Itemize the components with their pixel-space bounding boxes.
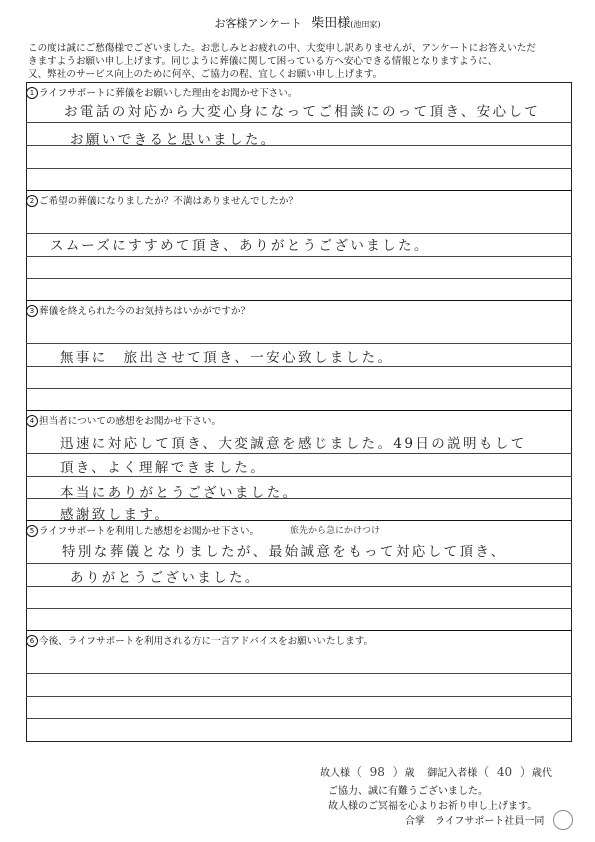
form-title [0,12,595,31]
section-divider [26,520,572,521]
question-number: 2 [26,195,38,207]
question-3 [26,303,250,317]
answer-line [26,278,572,279]
writer-unit: 歳代 [531,768,552,779]
answer-text: 迅速に対応して頂き、大変誠意を感じました。49日の説明もして [60,436,527,452]
answer-line [26,388,572,389]
answer-text: 特別な葬儀となりましたが、最始誠意をもって対応して頂き、 [62,544,507,560]
question-label: 葬儀を終えられた今のお気持ちはいかがですか？ [39,306,251,317]
answer-note: 旅先から急にかけつけ [290,526,381,536]
seal-stamp [553,810,573,830]
section-divider [26,190,572,191]
customer-note: (池田家) [350,20,381,29]
question-2 [26,193,298,207]
answer-line [26,673,572,674]
question-number: 3 [26,305,38,317]
answer-line [26,366,572,367]
section-divider [26,630,572,631]
section-divider [26,300,572,301]
answer-text: スムーズにすすめて頂き、ありがとうございました。 [50,238,430,254]
age-row: 故人様（ 98 ）歳 御記入者様（ 40 ）歳代 [320,765,552,779]
answer-line [26,696,572,697]
question-4 [26,413,221,427]
question-1 [26,85,297,99]
question-number: 5 [26,525,38,537]
answer-line [26,256,572,257]
thanks-line-1: ご協力、誠に有難うございました。 [328,786,488,797]
question-number: 6 [26,635,38,647]
writer-label: 御記入者様 [427,768,478,779]
answer-line [26,453,572,454]
question-label: 今後、ライフサポートを利用される方に一言アドバイスをお願いいたします。 [39,636,374,647]
answer-line [26,343,572,344]
answer-text: ありがとうございました。 [70,570,261,586]
deceased-age: 98 [369,765,385,779]
answer-text: お願いできると思いました。 [70,132,277,148]
age-unit: 歳 [404,768,415,779]
signature-line: 合掌 ライフサポート社員一同 [405,816,545,827]
question-6 [26,633,373,647]
answer-line [26,718,572,719]
customer-name [311,16,380,31]
answer-text: 頂き、よく理解できました。 [60,460,267,476]
thanks-line-2: 故人様のご冥福を心よりお祈り申し上げます。 [328,801,538,812]
question-number: 4 [26,415,38,427]
customer-name-text: 柴田様 [311,16,351,31]
intro-text [28,42,573,81]
question-number: 1 [26,87,38,99]
section-divider [26,410,572,411]
question-label: ライフサポートに葬儀をお願いした理由をお聞かせ下さい。 [39,88,298,99]
title-text: お客様アンケート [214,17,302,30]
intro-line: きますようお願い申し上げます。同じように葬儀に関して困っている方へ安心できる情報となりますように、 [28,56,498,67]
writer-age: 40 [496,765,513,779]
answer-line [26,586,572,587]
answer-text: お電話の対応から大変心身になってご相談にのって頂き、安心して [64,104,541,120]
intro-line: この度は誠にご愁傷様でございました。お悲しみとお疲れの中、大変申し訳ありませんが、アンケートにお答えいただ [28,43,536,54]
answer-line [26,122,572,123]
answer-line [26,563,572,564]
answer-line [26,168,572,169]
intro-line: 又、弊社のサービス向上のために何卒、ご協力の程、宜しくお願い申し上げます。 [28,69,383,80]
question-label: 担当者についての感想をお聞かせ下さい。 [39,416,222,427]
question-5 [26,523,259,537]
answer-text: 本当にありがとうございました。 [60,485,299,501]
deceased-label: 故人様 [320,768,350,779]
answer-line [26,476,572,477]
question-label: ご希望の葬儀になりましたか？不満はありませんでしたか？ [39,196,299,207]
answer-line [26,608,572,609]
answer-text: 感謝致します。 [60,507,171,523]
answer-text: 無事に 旅出させて頂き、一安心致しました。 [60,350,394,366]
question-label: ライフサポートを利用した感想をお聞かせ下さい。 [39,526,260,537]
